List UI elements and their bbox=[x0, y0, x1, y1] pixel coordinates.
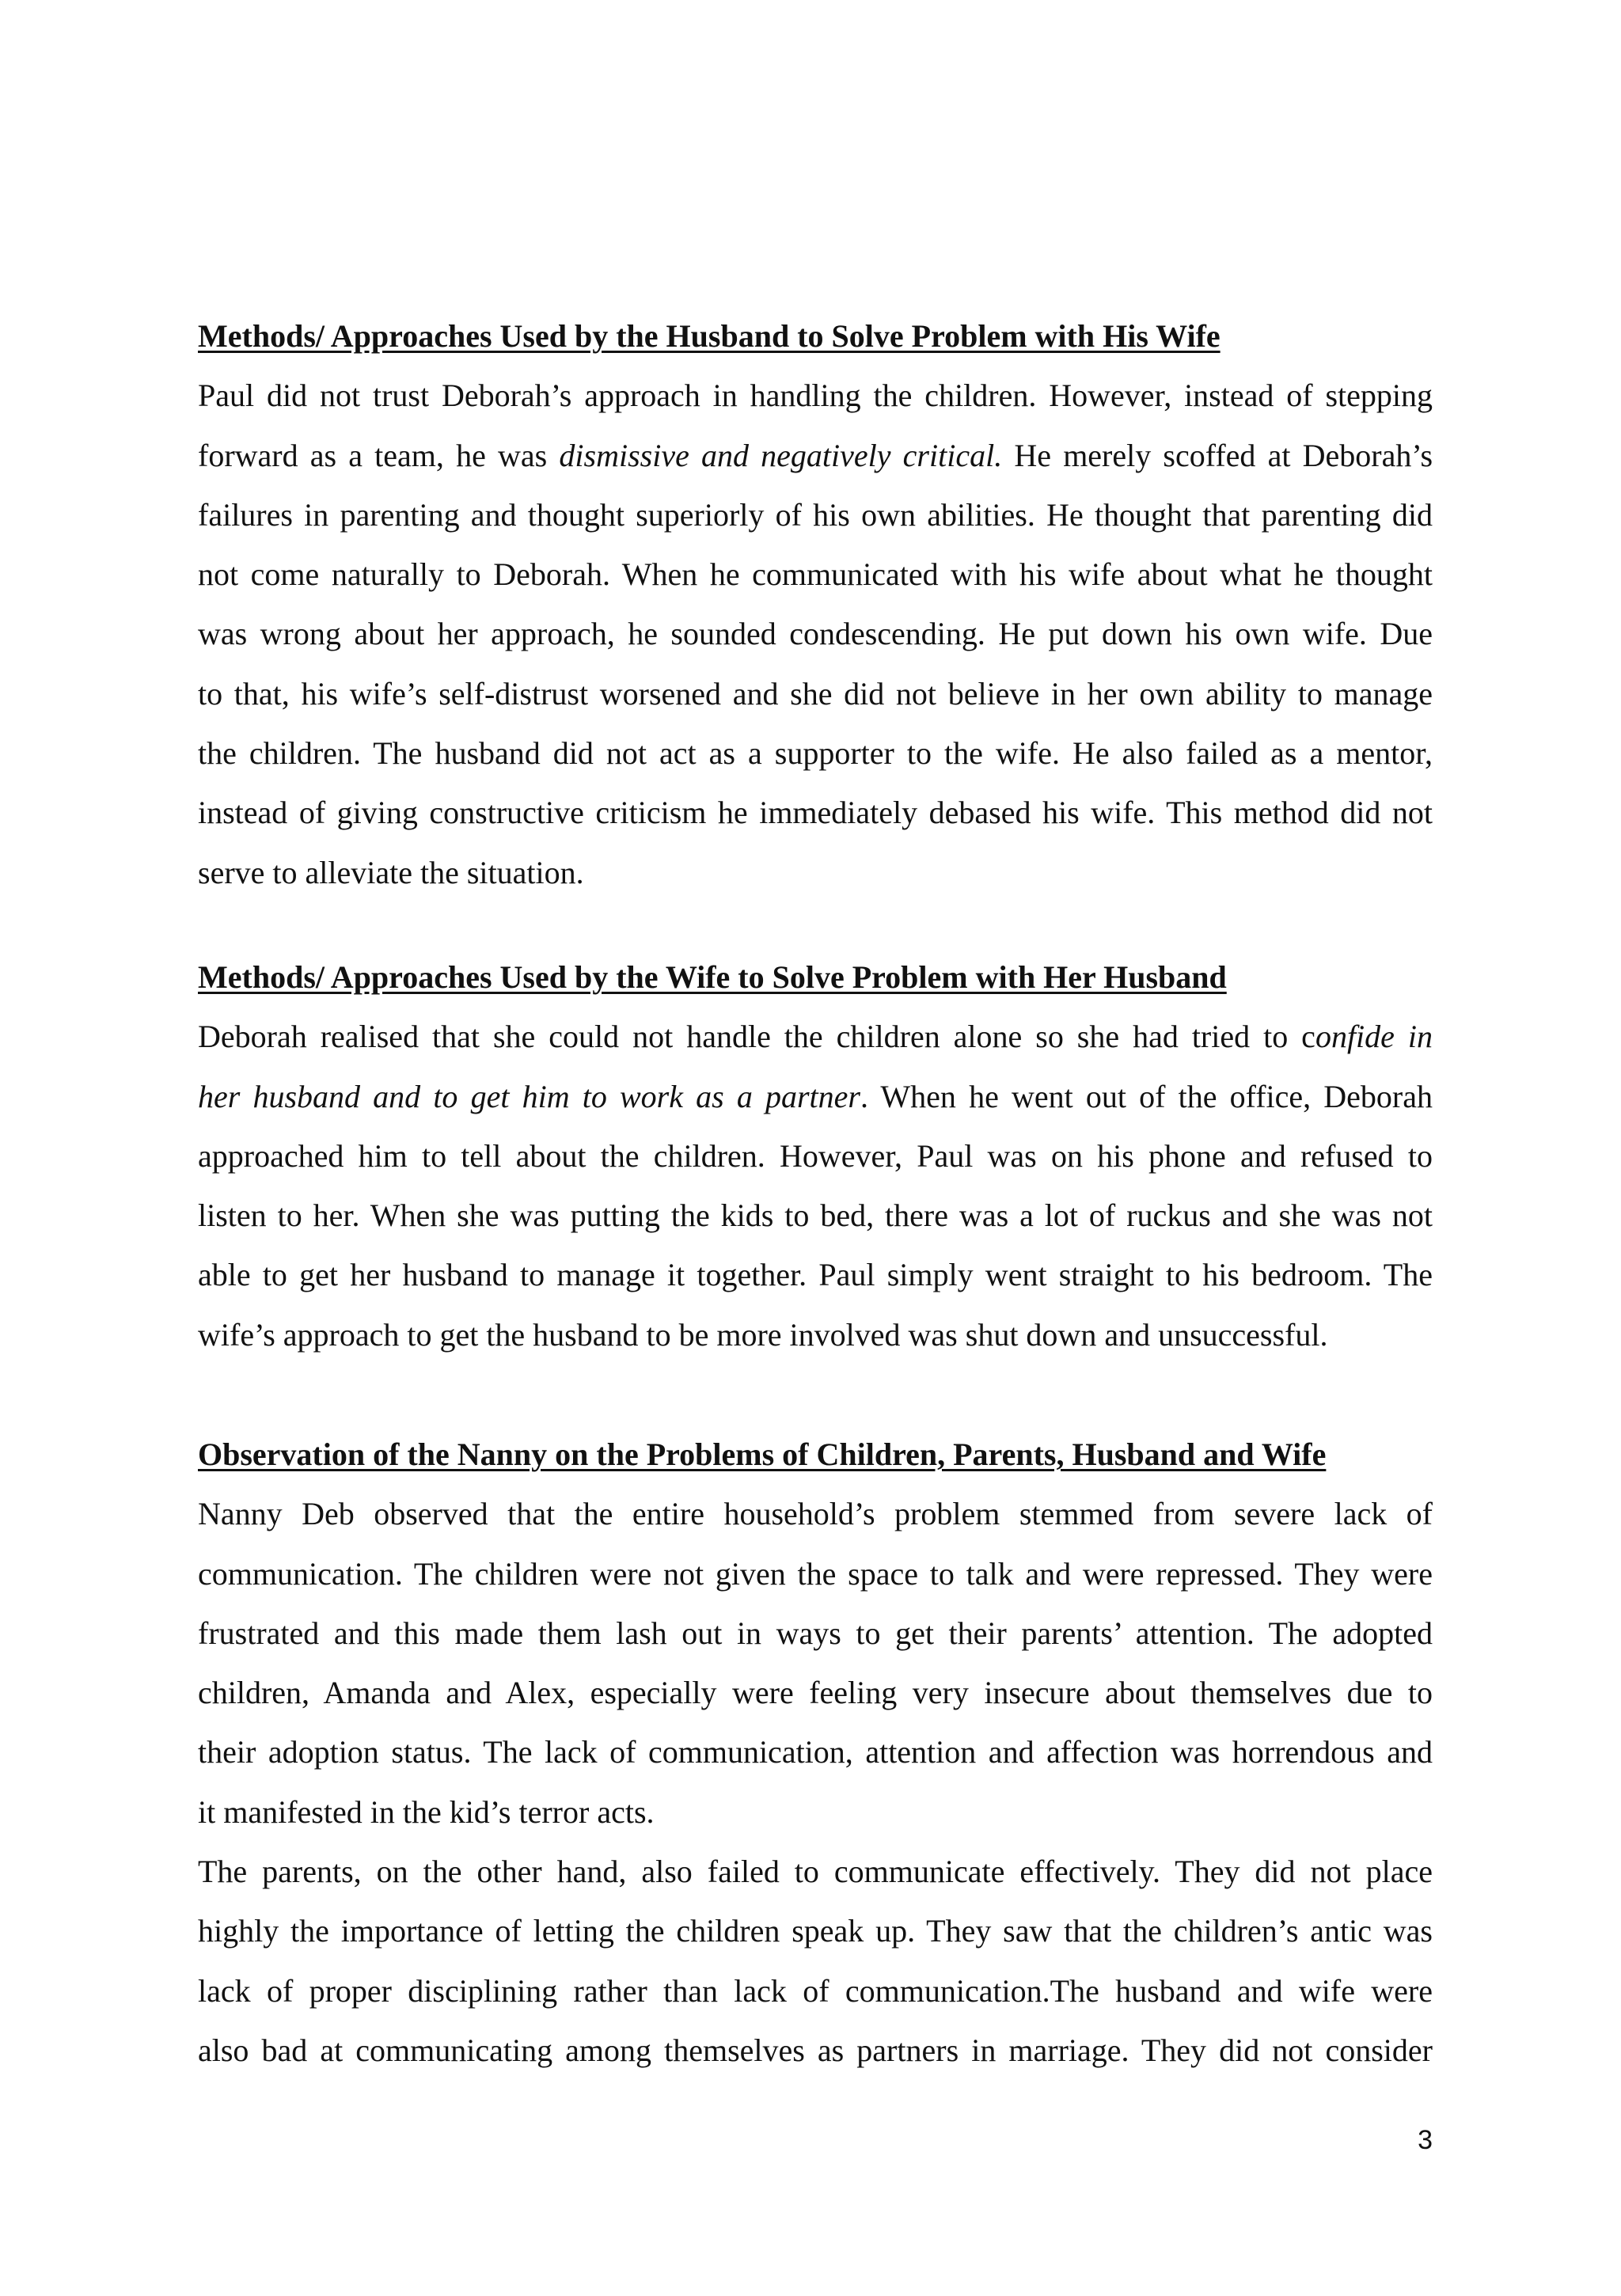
text-line: Paul did not trust Deborah’s approach in handling the children. However, instead of stepping bbox=[198, 378, 1433, 414]
paragraph bbox=[198, 1842, 1433, 2080]
text-line: wife’s approach to get the husband to be more involved was shut down and unsuccessful. bbox=[198, 1316, 1328, 1353]
page-number: 3 bbox=[1418, 2125, 1433, 2155]
text-line: not come naturally to Deborah. When he communicated with his wife about what he thought bbox=[198, 556, 1433, 593]
text-span: . When he went out of the office, Deborah bbox=[860, 1078, 1433, 1114]
text-line: communication. The children were not given the space to talk and were repressed. They were bbox=[198, 1555, 1433, 1592]
section-heading: Methods/ Approaches Used by the Wife to Solve Problem with Her Husband bbox=[198, 959, 1227, 995]
text-line: frustrated and this made them lash out in ways to get their parents’ attention. The adopted bbox=[198, 1615, 1433, 1651]
text-line: highly the importance of letting the children speak up. They saw that the children’s antic was bbox=[198, 1913, 1433, 1949]
italic-emphasis: her husband and to get him to work as a partner bbox=[198, 1078, 860, 1114]
text-line: failures in parenting and thought superiorly of his own abilities. He thought that parenting did bbox=[198, 496, 1433, 533]
text-line bbox=[198, 1067, 1433, 1126]
text-line: lack of proper disciplining rather than lack of communication.The husband and wife were bbox=[198, 1972, 1433, 2009]
italic-emphasis: dismissive and negatively critical. bbox=[559, 437, 1003, 473]
italic-emphasis: onfide in bbox=[1315, 1019, 1433, 1055]
text-span: He merely scoffed at Deborah’s bbox=[1002, 437, 1433, 473]
paragraph bbox=[198, 1484, 1433, 1842]
text-line: also bad at communicating among themselves as partners in marriage. They did not consider bbox=[198, 2032, 1433, 2068]
text-line: listen to her. When she was putting the kids to bed, there was a lot of ruckus and she was not bbox=[198, 1197, 1433, 1234]
section-heading: Methods/ Approaches Used by the Husband to Solve Problem with His Wife bbox=[198, 318, 1220, 354]
text-line: The parents, on the other hand, also failed to communicate effectively. They did not place bbox=[198, 1854, 1433, 1890]
text-line bbox=[198, 1007, 1433, 1066]
text-line: children, Amanda and Alex, especially were feeling very insecure about themselves due to bbox=[198, 1675, 1433, 1711]
text-line: Nanny Deb observed that the entire household’s problem stemmed from severe lack of bbox=[198, 1496, 1433, 1532]
section-husband-approaches bbox=[198, 306, 1433, 902]
paragraph bbox=[198, 1007, 1433, 1364]
text-line: their adoption status. The lack of communication, attention and affection was horrendous and bbox=[198, 1734, 1433, 1770]
text-line: it manifested in the kid’s terror acts. bbox=[198, 1793, 655, 1830]
text-line: approached him to tell about the children. However, Paul was on his phone and refused to bbox=[198, 1137, 1433, 1174]
text-span: forward as a team, he was bbox=[198, 437, 560, 473]
paragraph bbox=[198, 366, 1433, 902]
text-line bbox=[198, 426, 1433, 485]
text-line: to that, his wife’s self-distrust worsened and she did not believe in her own ability to manage bbox=[198, 675, 1433, 712]
section-nanny-observation bbox=[198, 1425, 1433, 2080]
text-line: serve to alleviate the situation. bbox=[198, 854, 584, 890]
text-line: the children. The husband did not act as a supporter to the wife. He also failed as a mentor, bbox=[198, 735, 1433, 772]
text-line: instead of giving constructive criticism he immediately debased his wife. This method did not bbox=[198, 795, 1433, 831]
text-line: able to get her husband to manage it together. Paul simply went straight to his bedroom. The bbox=[198, 1257, 1433, 1293]
text-span: Deborah realised that she could not handle the children alone so she had tried to c bbox=[198, 1019, 1315, 1055]
text-line: was wrong about her approach, he sounded condescending. He put down his own wife. Due bbox=[198, 616, 1433, 652]
section-wife-approaches bbox=[198, 947, 1433, 1364]
section-heading: Observation of the Nanny on the Problems of Children, Parents, Husband and Wife bbox=[198, 1436, 1327, 1472]
